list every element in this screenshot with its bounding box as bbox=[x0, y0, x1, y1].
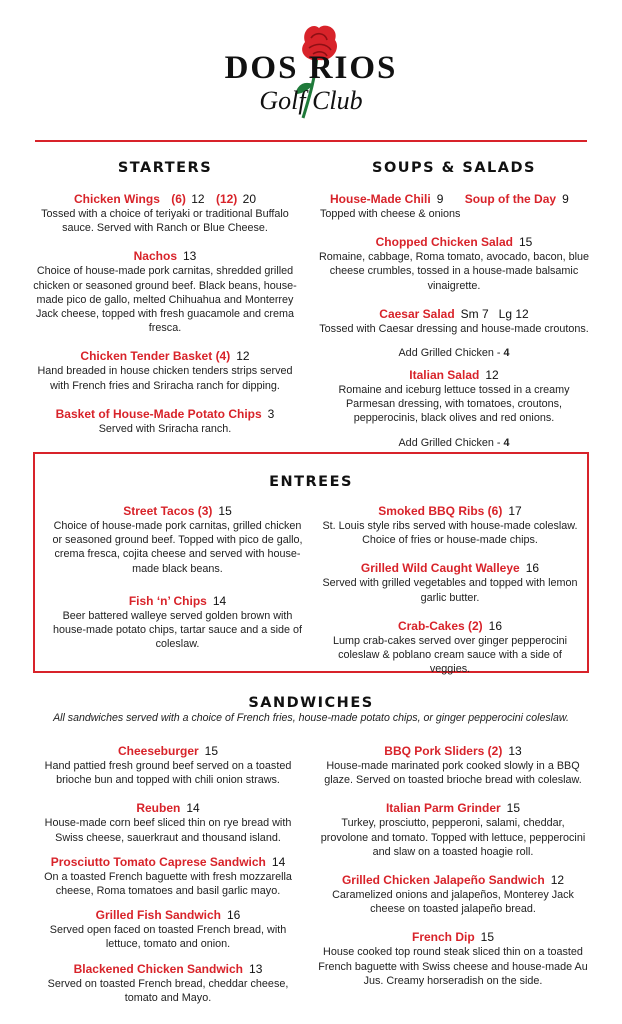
menu-item bbox=[316, 235, 592, 293]
section-heading: ENTREES bbox=[269, 474, 353, 490]
menu-item bbox=[33, 349, 297, 392]
item-price: 15 bbox=[218, 504, 232, 518]
item-name: Basket of House-Made Potato Chips bbox=[55, 406, 262, 421]
item-price: 15 bbox=[519, 235, 533, 250]
item-name: Blackened Chicken Sandwich bbox=[73, 961, 244, 976]
item-name: Chopped Chicken Salad bbox=[375, 235, 513, 250]
item-price: 15 bbox=[506, 801, 521, 816]
menu-item bbox=[33, 249, 297, 335]
item-description: Turkey, prosciutto, pepperoni, salami, cheddar, provolone and tomato. Topped with lettuce, pepperocini and slaw on a toasted hoagie roll. bbox=[320, 817, 586, 858]
item-description: House cooked top round steak sliced thin on a toasted French baguette with Swiss cheese and house-made Au Jus. Creamy horseradish on the side. bbox=[318, 946, 588, 987]
item-price: 9 bbox=[436, 192, 444, 206]
item-price: 12 bbox=[191, 192, 205, 206]
item-name: French Dip bbox=[411, 930, 475, 945]
item-price: 3 bbox=[267, 406, 275, 421]
add-on-note bbox=[316, 436, 592, 450]
item-description: Beer battered walleye served golden brown with house-made potato chips, tartar sauce and a side of coleslaw. bbox=[52, 609, 303, 651]
item-price: 14 bbox=[271, 854, 286, 869]
item-name: Nachos bbox=[133, 249, 177, 264]
item-name: Grilled Wild Caught Walleye bbox=[360, 561, 520, 576]
menu-item bbox=[33, 855, 303, 898]
item-name: Grilled Chicken Jalapeño Sandwich bbox=[341, 873, 545, 888]
sandwiches-heading-wrap bbox=[0, 695, 622, 711]
item-name: Chicken Tender Basket (4) bbox=[80, 349, 231, 364]
menu-item bbox=[318, 744, 588, 787]
section-heading: SOUPS & SALADS bbox=[372, 160, 536, 176]
item-price: 17 bbox=[508, 504, 522, 518]
brand-name: DOS RIOS bbox=[224, 50, 398, 86]
item-description: Choice of house-made pork carnitas, shredded grilled chicken or seasoned ground beef. Black beans, house-made pico de gallo, melted Chihuahua and Monterrey Jack cheese, topped with fresh guacamole and crema fresca. bbox=[33, 265, 297, 335]
item-name: Italian Parm Grinder bbox=[385, 801, 501, 816]
item-size: (12) bbox=[215, 192, 238, 206]
menu-item bbox=[318, 801, 588, 859]
add-on-label: Add Grilled Chicken - bbox=[398, 347, 504, 360]
menu-item bbox=[33, 744, 303, 787]
brand-subtitle: Golf Club bbox=[259, 86, 363, 115]
starters-section bbox=[33, 160, 297, 436]
item-price: 15 bbox=[204, 744, 219, 758]
item-price: 16 bbox=[525, 561, 540, 576]
item-description: Tossed with a choice of teriyaki or traditional Buffalo sauce. Served with Ranch or Blue Cheese. bbox=[41, 208, 289, 235]
entrees-heading-wrap bbox=[33, 474, 589, 490]
item-description: Served on toasted French bread, cheddar cheese, tomato and Mayo. bbox=[47, 977, 289, 1004]
item-price: 12 bbox=[236, 349, 250, 364]
add-on-price: 4 bbox=[503, 347, 510, 360]
menu-item bbox=[33, 908, 303, 951]
item-price: 12 bbox=[550, 873, 565, 888]
item-price: 9 bbox=[562, 192, 569, 206]
entrees-right bbox=[318, 490, 582, 676]
item-description: Romaine and iceburg lettuce tossed in a creamy Parmesan dressing, with tomatoes, croutons, pepperocinis, black olives and red onions. bbox=[338, 384, 570, 425]
soups-salads-section bbox=[316, 160, 592, 450]
item-name: Reuben bbox=[136, 801, 181, 816]
item-name: Grilled Fish Sandwich bbox=[95, 908, 221, 923]
item-description: Romaine, cabbage, Roma tomato, avocado, bacon, blue cheese crumbles, tossed in a house-made balsamic vinaigrette. bbox=[318, 251, 590, 292]
item-name: Fish ‘n’ Chips bbox=[128, 593, 207, 608]
item-name: Smoked BBQ Ribs (6) bbox=[378, 504, 503, 518]
section-heading: SANDWICHES bbox=[248, 695, 374, 711]
menu-item bbox=[318, 504, 582, 547]
menu-item bbox=[316, 192, 592, 221]
sandwiches-right bbox=[318, 730, 588, 988]
item-description: Served with grilled vegetables and topped with lemon garlic butter. bbox=[322, 577, 578, 604]
item-description: Hand breaded in house chicken tenders strips served with French fries and Sriracha ranch for dipping. bbox=[37, 365, 293, 392]
item-name: House-Made Chili bbox=[330, 192, 431, 206]
menu-item bbox=[33, 192, 297, 235]
add-on-note bbox=[316, 346, 592, 360]
sandwiches-left bbox=[33, 730, 303, 1005]
menu-item bbox=[318, 561, 582, 604]
item-price: 14 bbox=[186, 801, 200, 816]
item-name: Italian Salad bbox=[409, 368, 480, 383]
item-description: Tossed with Caesar dressing and house-made croutons. bbox=[319, 322, 589, 335]
item-size: (6) bbox=[171, 192, 186, 206]
item-price: Sm 7 Lg 12 bbox=[460, 306, 529, 321]
menu-item bbox=[318, 619, 582, 677]
item-price: 13 bbox=[183, 249, 197, 264]
add-on-label: Add Grilled Chicken - bbox=[398, 436, 504, 449]
item-name: Crab-Cakes (2) bbox=[397, 618, 483, 633]
item-name: Soup of the Day bbox=[464, 192, 557, 206]
item-description: Hand pattied fresh ground beef served on a toasted brioche bun and topped with chili onion straws. bbox=[44, 760, 292, 787]
add-on-price: 4 bbox=[503, 436, 510, 449]
item-price: 16 bbox=[488, 618, 503, 633]
item-description: Topped with cheese & onions bbox=[320, 208, 461, 220]
item-name: Cheeseburger bbox=[117, 744, 199, 758]
item-name: Caesar Salad bbox=[379, 306, 455, 321]
item-description: Served open faced on toasted French bread, with lettuce, tomato and onion. bbox=[49, 924, 287, 951]
menu-item bbox=[33, 801, 303, 844]
item-price: 12 bbox=[485, 368, 499, 383]
item-description: House-made marinated pork cooked slowly in a BBQ glaze. Served on toasted brioche bread with coleslaw. bbox=[324, 760, 582, 787]
menu-item bbox=[33, 962, 303, 1005]
menu-item bbox=[318, 930, 588, 988]
item-price: 13 bbox=[508, 744, 522, 758]
menu-item bbox=[33, 407, 297, 436]
item-name: Prosciutto Tomato Caprese Sandwich bbox=[50, 854, 266, 869]
item-price: 20 bbox=[242, 192, 256, 206]
item-price: 16 bbox=[227, 908, 241, 923]
item-name: BBQ Pork Sliders (2) bbox=[384, 744, 503, 758]
logo bbox=[0, 20, 622, 130]
item-price: 13 bbox=[249, 961, 263, 976]
menu-item bbox=[316, 307, 592, 360]
item-name: Street Tacos (3) bbox=[123, 504, 213, 518]
item-description: Served with Sriracha ranch. bbox=[98, 422, 232, 435]
section-heading: STARTERS bbox=[117, 160, 213, 176]
item-description: Caramelized onions and jalapeños, Monterey Jack cheese on toasted jalapeño bread. bbox=[332, 889, 574, 916]
item-price: 15 bbox=[480, 930, 495, 945]
item-description: St. Louis style ribs served with house-made coleslaw. Choice of fries or house-made chips. bbox=[322, 520, 578, 547]
item-description: On a toasted French baguette with fresh mozzarella cheese, Roma tomatoes and basil garlic mayo. bbox=[44, 870, 292, 898]
item-price: 14 bbox=[212, 593, 227, 608]
entrees-left bbox=[50, 490, 305, 651]
menu-item bbox=[318, 873, 588, 916]
menu-item bbox=[50, 504, 305, 576]
item-description: Choice of house-made pork carnitas, grilled chicken or seasoned ground beef. Topped with pico de gallo, crema fresca, cojita cheese and served with house-made black beans. bbox=[52, 520, 303, 575]
item-description: House-made corn beef sliced thin on rye bread with Swiss cheese, sauerkraut and thousand island. bbox=[44, 817, 292, 844]
menu-item bbox=[316, 368, 592, 450]
header-divider bbox=[35, 140, 587, 142]
item-description: Lump crab-cakes served over ginger pepperocini coleslaw & poblano cream sauce with a side of veggies. bbox=[332, 634, 568, 676]
sandwiches-subtitle: All sandwiches served with a choice of French fries, house-made potato chips, or ginger pepperocini coleslaw. bbox=[53, 712, 569, 724]
menu-item bbox=[50, 594, 305, 652]
item-name: Chicken Wings bbox=[73, 192, 160, 206]
